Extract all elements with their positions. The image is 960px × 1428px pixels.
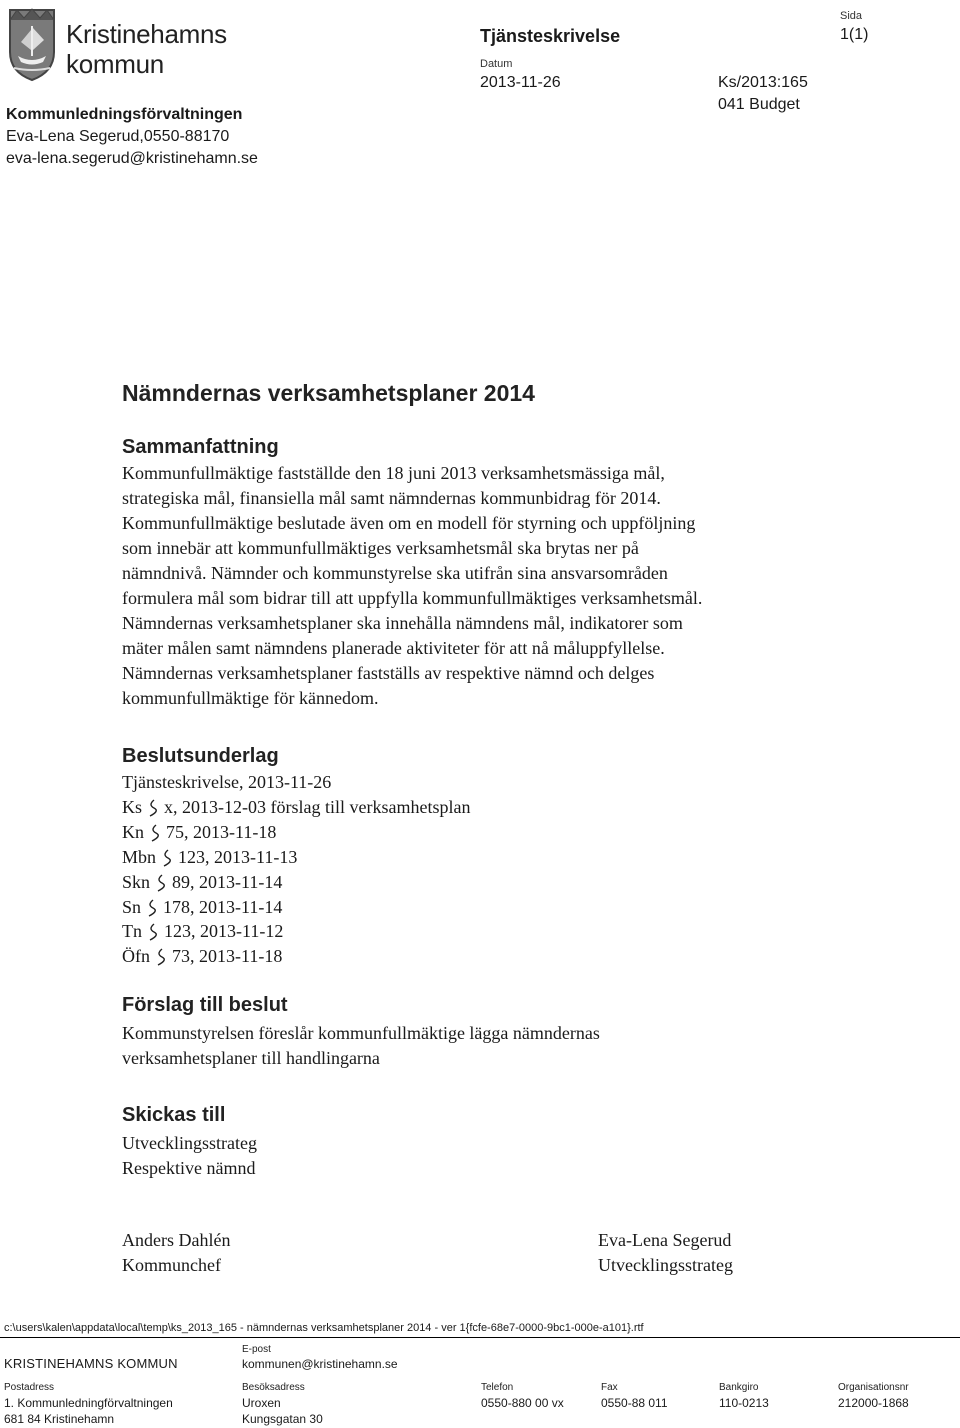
summary-line: Kommunfullmäktige beslutade även om en modell för styrning och uppföljning <box>122 513 696 533</box>
decision-basis-item <box>122 897 282 918</box>
summary-line: mäter målen samt nämndens planerade aktiviteter för att nå måluppfyllelse. <box>122 638 665 658</box>
summary-line: nämndnivå. Nämnder och kommunstyrelse ska utifrån sina ansvarsområden <box>122 563 668 583</box>
summary-heading: Sammanfattning <box>122 436 279 458</box>
committee-abbreviation: Öfn <box>122 946 150 966</box>
decision-basis-item <box>122 822 276 843</box>
fax-label: Fax <box>601 1382 618 1393</box>
visit-address-line1: Uroxen <box>242 1396 281 1410</box>
decision-basis-item <box>122 921 283 942</box>
committee-abbreviation: Ks <box>122 797 143 817</box>
committee-abbreviation: Skn <box>122 872 151 892</box>
recipient: Respektive nämnd <box>122 1158 256 1178</box>
section-sign-icon <box>144 923 160 941</box>
document-date: 2013-11-26 <box>480 74 561 91</box>
postal-address-line1: 1. Kommunledningförvaltningen <box>4 1396 173 1410</box>
section-sign-icon <box>158 849 174 867</box>
department-name: Kommunledningsförvaltningen <box>6 106 243 123</box>
minutes-reference: 75, 2013-11-18 <box>166 822 277 842</box>
author-email: eva-lena.segerud@kristinehamn.se <box>6 150 258 167</box>
decision-basis-item <box>122 946 282 967</box>
summary-line: som innebär att kommunfullmäktiges verksamhetsmål ska brytas ner på <box>122 538 639 558</box>
page-label: Sida <box>840 10 863 22</box>
minutes-reference: 123, 2013-11-13 <box>178 847 298 867</box>
coat-of-arms-icon <box>6 6 58 82</box>
orgnr-label: Organisationsnr <box>838 1382 909 1393</box>
bankgiro-number: 110-0213 <box>719 1396 769 1410</box>
recipient: Utvecklingsstrateg <box>122 1133 257 1153</box>
summary-paragraph <box>122 461 822 711</box>
document-title: Nämndernas verksamhetsplaner 2014 <box>122 380 535 406</box>
summary-line: formulera mål som bidrar till att uppfylla kommunfullmäktiges verksamhetsmål. <box>122 588 703 608</box>
proposal-line: verksamhetsplaner till handlingarna <box>122 1048 380 1068</box>
fax-number: 0550-88 011 <box>601 1396 668 1410</box>
signatory-title: Utvecklingsstrateg <box>598 1255 733 1275</box>
summary-line: kommunfullmäktige för kännedom. <box>122 688 379 708</box>
section-sign-icon <box>143 899 159 917</box>
document-type: Tjänsteskrivelse <box>480 26 621 46</box>
send-to-heading: Skickas till <box>122 1104 226 1126</box>
summary-line: Nämndernas verksamhetsplaner fastställs av respektive nämnd och delges <box>122 663 655 683</box>
section-sign-icon <box>146 824 162 842</box>
municipality-logo <box>6 6 258 86</box>
minutes-reference: 73, 2013-11-18 <box>172 946 283 966</box>
file-path: c:\users\kalen\appdata\local\temp\ks_2013_165 - nämndernas verksamhetsplaner 2014 - ver 1{fcfe-68e7-0000-9bc1-000e-a101}.rtf <box>4 1322 644 1334</box>
page-number: 1(1) <box>840 26 869 43</box>
author-phone: Eva-Lena Segerud,0550-88170 <box>6 128 230 145</box>
minutes-reference: 123, 2013-11-12 <box>164 921 284 941</box>
summary-line: strategiska mål, finansiella mål samt nämndernas kommunbidrag för 2014. <box>122 488 661 508</box>
minutes-reference: 178, 2013-11-14 <box>163 897 283 917</box>
minutes-reference: x, 2013-12-03 förslag till verksamhetsplan <box>164 797 471 817</box>
signatory-name: Eva-Lena Segerud <box>598 1230 732 1250</box>
decision-basis-item <box>122 847 297 868</box>
decision-basis-item <box>122 797 470 818</box>
proposal-line: Kommunstyrelsen föreslår kommunfullmäktige lägga nämndernas <box>122 1023 600 1043</box>
section-sign-icon <box>144 799 160 817</box>
municipality-name-line2: kommun <box>66 49 164 79</box>
signatory-name: Anders Dahlén <box>122 1230 231 1250</box>
decision-basis-document: Tjänsteskrivelse, 2013-11-26 <box>122 772 332 792</box>
committee-abbreviation: Sn <box>122 897 142 917</box>
signatory-title: Kommunchef <box>122 1255 221 1275</box>
footer-divider <box>0 1337 960 1338</box>
send-to-list <box>122 1131 822 1181</box>
bankgiro-label: Bankgiro <box>719 1382 759 1393</box>
phone-label: Telefon <box>481 1382 514 1393</box>
case-number: Ks/2013:165 <box>718 74 808 91</box>
postal-address-line2: 681 84 Kristinehamn <box>4 1412 115 1426</box>
footer-org-name: KRISTINEHAMNS KOMMUN <box>4 1356 178 1371</box>
proposal-heading: Förslag till beslut <box>122 994 288 1016</box>
email-label: E-post <box>242 1344 271 1355</box>
committee-abbreviation: Kn <box>122 822 144 842</box>
date-label: Datum <box>480 58 513 70</box>
decision-basis-item <box>122 872 282 893</box>
committee-abbreviation: Tn <box>122 921 142 941</box>
org-number: 212000-1868 <box>838 1396 909 1410</box>
phone-number: 0550-880 00 vx <box>481 1396 564 1410</box>
committee-abbreviation: Mbn <box>122 847 157 867</box>
section-sign-icon <box>152 874 168 892</box>
visit-address-line2: Kungsgatan 30 <box>242 1412 323 1426</box>
postal-label: Postadress <box>4 1382 55 1393</box>
budget-category: 041 Budget <box>718 96 800 113</box>
municipality-name-line1: Kristinehamns <box>66 19 227 49</box>
minutes-reference: 89, 2013-11-14 <box>172 872 283 892</box>
footer-email: kommunen@kristinehamn.se <box>242 1357 398 1371</box>
decision-basis-heading: Beslutsunderlag <box>122 745 279 767</box>
summary-line: Kommunfullmäktige fastställde den 18 juni 2013 verksamhetsmässiga mål, <box>122 463 665 483</box>
summary-line: Nämndernas verksamhetsplaner ska innehålla nämndens mål, indikatorer som <box>122 613 683 633</box>
proposal-paragraph <box>122 1021 822 1071</box>
section-sign-icon <box>152 948 168 966</box>
visit-label: Besöksadress <box>242 1382 305 1393</box>
